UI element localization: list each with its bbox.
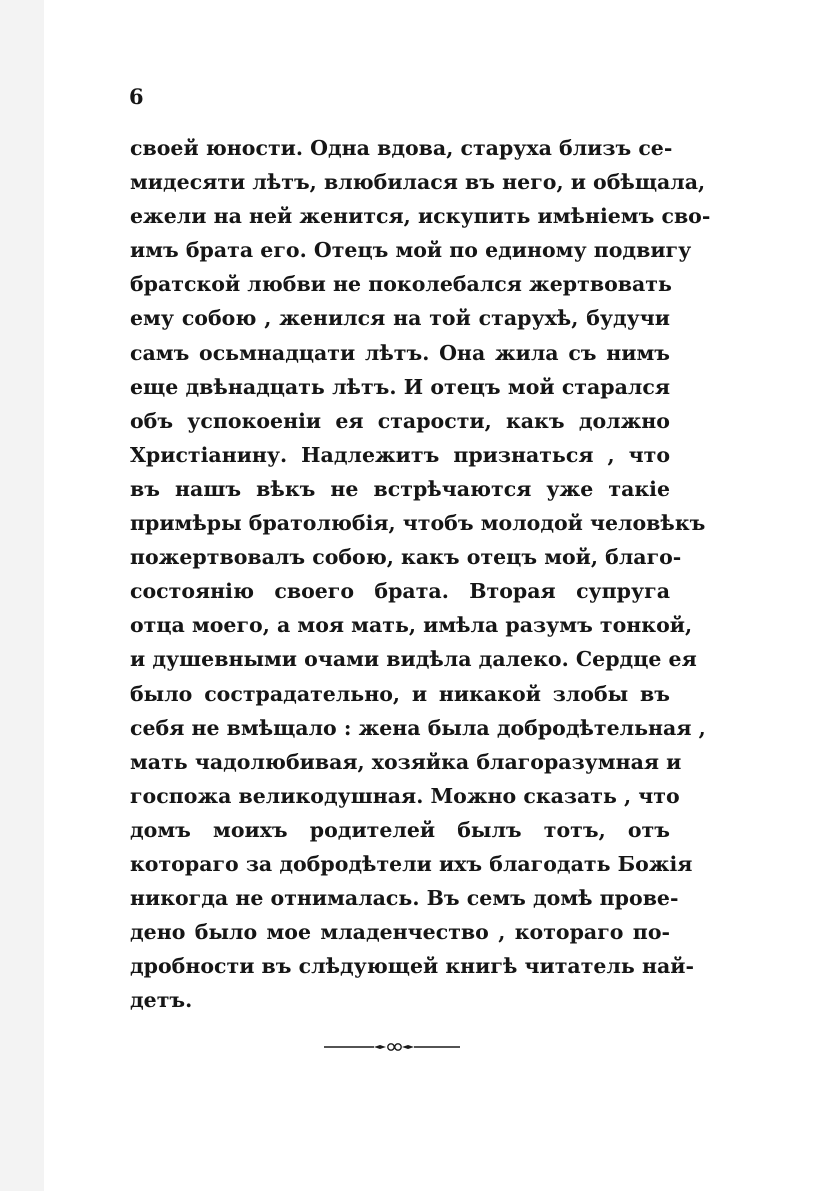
text-line: отца моего, а моя мать, имѣла разумъ тонкой, [130, 613, 693, 638]
text-line: Христіанину. Надлежитъ признаться , что [130, 442, 670, 467]
text-line: ежели на ней женится, искупить имѣніемъ сво- [130, 204, 711, 229]
text-line: братской любви не поколебался жертвовать [130, 272, 672, 297]
text-line: въ нашъ вѣкъ не встрѣчаются уже такіе [130, 476, 670, 501]
text-line: дено было мое младенчество , котораго по- [130, 920, 670, 945]
text-line: домъ моихъ родителей былъ тотъ, отъ [130, 817, 670, 842]
book-page [44, 0, 840, 1191]
text-line: котораго за добродѣтели ихъ благодать Божія [130, 851, 693, 876]
text-line: примѣры братолюбія, чтобъ молодой человѣкъ [130, 511, 706, 536]
text-line: дробности въ слѣдующей книгѣ читатель най- [130, 954, 694, 979]
text-line: ему собою , женился на той старухѣ, будучи [130, 306, 670, 331]
text-line: госпожа великодушная. Можно сказать , что [130, 783, 680, 808]
body-text [130, 131, 711, 1017]
text-line: своей юности. Одна вдова, старуха близъ се- [130, 136, 673, 160]
text-line: мидесяти лѣтъ, влюбилася въ него, и обѣщала, [130, 170, 706, 195]
text-line: детъ. [130, 988, 193, 1013]
text-line: никогда не отнималась. Въ семъ домѣ прове- [130, 886, 679, 911]
text-line: самъ осьмнадцати лѣтъ. Она жила съ нимъ [130, 340, 670, 365]
text-line: и душевными очами видѣла далеко. Сердце ея [130, 647, 697, 672]
text-line: объ успокоеніи ея старости, какъ должно [130, 408, 670, 433]
text-line: было сострадательно, и никакой злобы въ [130, 681, 670, 706]
text-line: имъ брата его. Отецъ мой по единому подвигу [130, 238, 692, 263]
end-ornament [322, 1040, 462, 1054]
text-line: себя не вмѣщало : жена была добродѣтельная , [130, 715, 706, 740]
text-line: еще двѣнадцать лѣтъ. И отецъ мой старался [130, 374, 670, 399]
text-line: состоянію своего брата. Вторая супруга [130, 579, 670, 604]
text-line: мать чадолюбивая, хозяйка благоразумная и [130, 749, 682, 774]
text-line: пожертвовалъ собою, какъ отецъ мой, благо- [130, 545, 682, 570]
page-number: 6 [129, 84, 144, 109]
scan-margin [0, 0, 44, 1191]
